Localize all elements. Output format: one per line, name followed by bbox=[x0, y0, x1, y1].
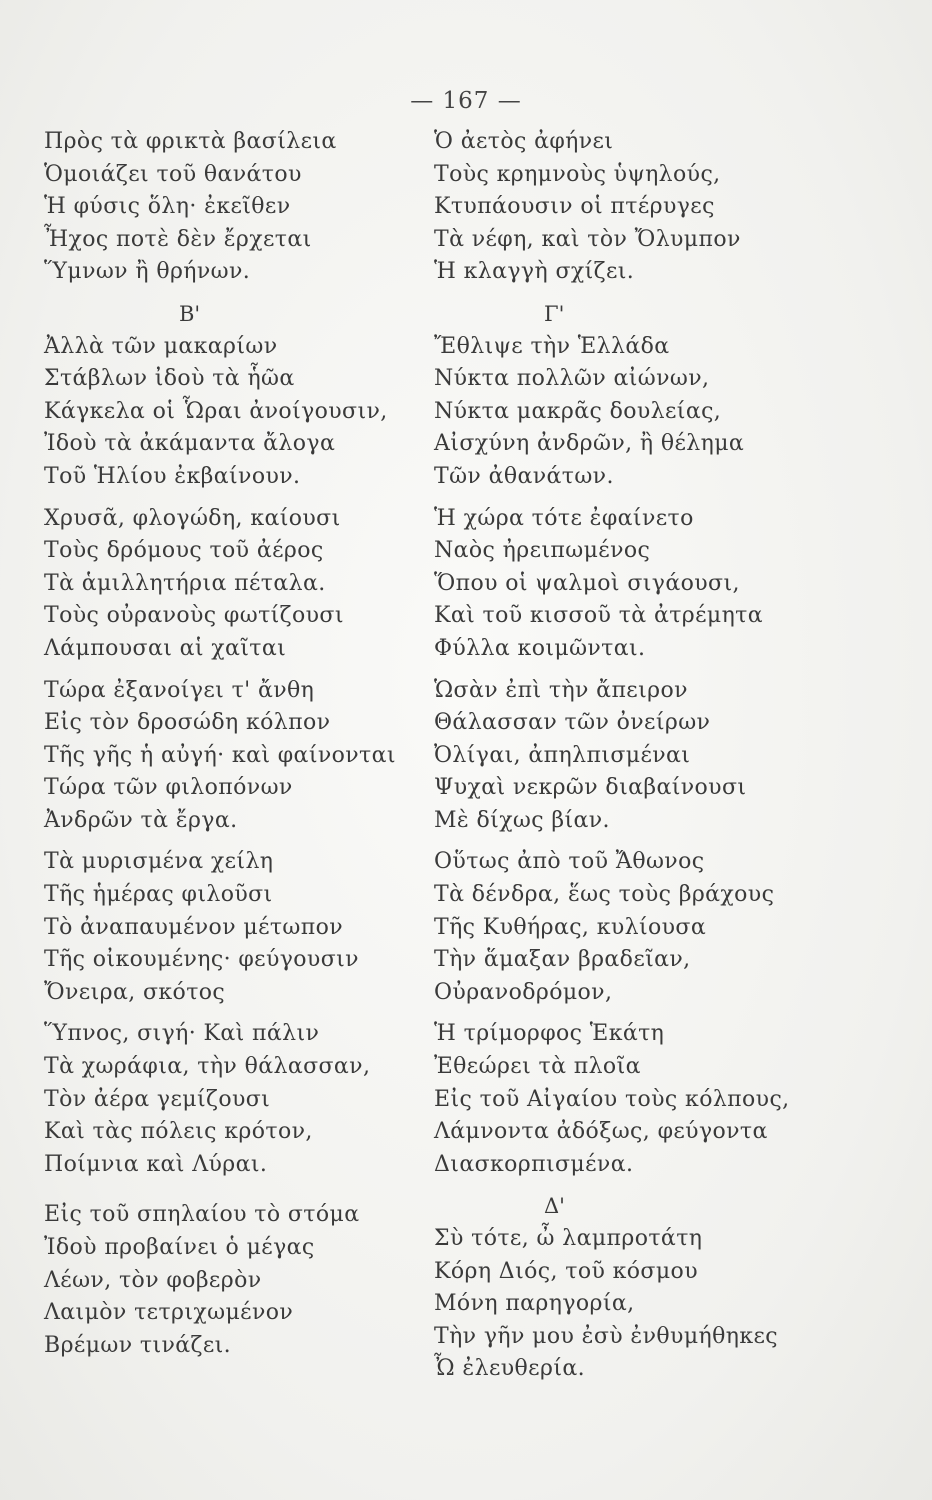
verse-line: Ὄνειρα, σκότος bbox=[44, 979, 226, 1005]
verse-line: Ἰδοὺ προβαίνει ὁ μέγας bbox=[44, 1235, 315, 1260]
verse-line: Ἰδοὺ τὰ ἀκάμαντα ἄλογα bbox=[44, 431, 336, 457]
verse-line: Τῆς ἡμέρας φιλοῦσι bbox=[44, 882, 273, 908]
verse-line: Ὕμνων ἢ θρήνων. bbox=[44, 259, 251, 285]
stanza bbox=[434, 1190, 854, 1386]
verse-line: Ὀλίγαι, ἀπηλπισμέναι bbox=[434, 742, 691, 768]
verse-line: Φύλλα κοιμῶνται. bbox=[434, 635, 646, 661]
verse-line: Πρὸς τὰ φρικτὰ βασίλεια bbox=[44, 129, 337, 154]
verse-line: Νύκτα μακρᾶς δουλείας, bbox=[434, 398, 722, 424]
verse-line: Διασκορπισμένα. bbox=[434, 1151, 634, 1177]
stanza bbox=[44, 126, 464, 289]
verse-line: Οὐρανοδρόμον, bbox=[434, 979, 613, 1005]
verse-line: Ἡ κλαγγὴ σχίζει. bbox=[434, 259, 635, 285]
verse-line: Τῆς οἰκουμένης· φεύγουσιν bbox=[44, 947, 359, 973]
verse-line: Τῆς γῆς ἡ αὐγή· καὶ φαίνονται bbox=[44, 742, 396, 768]
verse-line: Ὕπνος, σιγή· Καὶ πάλιν bbox=[44, 1021, 320, 1047]
verse-line: Οὕτως ἀπὸ τοῦ Ἄθωνος bbox=[434, 849, 705, 875]
section-numeral: Γ' bbox=[544, 301, 565, 326]
verse-line: Εἰς τοῦ Αἰγαίου τοὺς κόλπους, bbox=[434, 1086, 790, 1112]
verse-line: Ἔθλιψε τὴν Ἑλλάδα bbox=[434, 333, 670, 359]
verse-line: Λαιμὸν τετριχωμένον bbox=[44, 1300, 294, 1326]
verse-line: Κόρη Διός, τοῦ κόσμου bbox=[434, 1258, 698, 1284]
stanza bbox=[44, 1199, 464, 1362]
verse-line: Αἰσχύνη ἀνδρῶν, ἢ θέλημα bbox=[434, 431, 745, 457]
verse-line: Καὶ τὰς πόλεις κρότον, bbox=[44, 1119, 313, 1145]
verse-line: Στάβλων ἰδοὺ τὰ ἧῶα bbox=[44, 366, 295, 392]
verse-line: Σὺ τότε, ὦ λαμπροτάτη bbox=[434, 1226, 703, 1251]
verse-line: Τὰ ἁμιλλητήρια πέταλα. bbox=[44, 570, 326, 596]
stanza bbox=[434, 675, 854, 838]
verse-line: Ἀλλὰ τῶν μακαρίων bbox=[44, 333, 278, 359]
verse-line: Ποίμνια καὶ Λύραι. bbox=[44, 1151, 268, 1177]
stanza bbox=[44, 675, 464, 838]
verse-line: Τοῦ Ἡλίου ἐκβαίνουν. bbox=[44, 463, 301, 489]
stanza bbox=[44, 1018, 464, 1181]
verse-line: Ὦ ἐλευθερία. bbox=[434, 1356, 585, 1382]
verse-line: Τὰ μυρισμένα χείλη bbox=[44, 849, 274, 875]
verse-line: Τοὺς κρημνοὺς ὑψηλούς, bbox=[434, 161, 721, 187]
verse-line: Λάμπουσαι αἱ χαῖται bbox=[44, 635, 287, 661]
verse-line: Ἡ χώρα τότε ἐφαίνετο bbox=[434, 505, 694, 531]
verse-line: Καὶ τοῦ κισσοῦ τὰ ἀτρέμητα bbox=[434, 603, 764, 629]
left-column bbox=[44, 126, 464, 1371]
verse-line: Τὰ δένδρα, ἕως τοὺς βράχους bbox=[434, 882, 775, 908]
verse-line: Εἰς τοῦ σπηλαίου τὸ στόμα bbox=[44, 1202, 360, 1228]
verse-line: Τὴν γῆν μου ἐσὺ ἐνθυμήθηκες bbox=[434, 1323, 778, 1349]
stanza bbox=[434, 1018, 854, 1181]
verse-line: Τὸν ἀέρα γεμίζουσι bbox=[44, 1086, 271, 1112]
stanza bbox=[44, 846, 464, 1009]
verse-line: Τὰ νέφη, καὶ τὸν Ὄλυμπον bbox=[434, 226, 741, 252]
verse-line: Τὴν ἅμαξαν βραδεῖαν, bbox=[434, 947, 691, 973]
verse-line: Τῆς Κυθήρας, κυλίουσα bbox=[434, 914, 707, 940]
verse-line: Ἦχος ποτὲ δὲν ἔρχεται bbox=[44, 226, 312, 252]
verse-line: Ὅπου οἱ ψαλμοὶ σιγάουσι, bbox=[434, 570, 740, 596]
verse-line: Τώρα ἐξανοίγει τ' ἄνθη bbox=[44, 677, 315, 703]
verse-line: Μὲ δίχως βίαν. bbox=[434, 807, 610, 833]
stanza bbox=[44, 503, 464, 666]
right-column bbox=[434, 126, 854, 1395]
verse-line: Ἡ τρίμορφος Ἑκάτη bbox=[434, 1021, 665, 1047]
verse-line: Ναὸς ἠρειπωμένος bbox=[434, 538, 651, 564]
verse-line: Τώρα τῶν φιλοπόνων bbox=[44, 775, 293, 801]
verse-line: Ὡσὰν ἐπὶ τὴν ἄπειρον bbox=[434, 677, 688, 703]
verse-line: Ὁμοιάζει τοῦ θανάτου bbox=[44, 161, 302, 187]
verse-line: Μόνη παρηγορία, bbox=[434, 1291, 635, 1317]
verse-line: Λάμνοντα ἀδόξως, φεύγοντα bbox=[434, 1119, 768, 1145]
verse-line: Εἰς τὸν δροσώδη κόλπον bbox=[44, 710, 331, 736]
stanza bbox=[434, 126, 854, 289]
stanza bbox=[434, 298, 854, 494]
verse-line: Θάλασσαν τῶν ὀνείρων bbox=[434, 710, 711, 736]
verse-line: Τὰ χωράφια, τὴν θάλασσαν, bbox=[44, 1054, 371, 1080]
verse-line: Τὸ ἀναπαυμένον μέτωπον bbox=[44, 914, 344, 940]
section-numeral: Β' bbox=[179, 301, 201, 326]
verse-line: Βρέμων τινάζει. bbox=[44, 1332, 232, 1358]
verse-line: Τῶν ἀθανάτων. bbox=[434, 463, 614, 489]
stanza bbox=[434, 503, 854, 666]
verse-line: Νύκτα πολλῶν αἰώνων, bbox=[434, 366, 710, 392]
verse-line: Τοὺς δρόμους τοῦ ἀέρος bbox=[44, 538, 324, 564]
verse-line: Τοὺς οὐρανοὺς φωτίζουσι bbox=[44, 603, 344, 629]
verse-line: Χρυσᾶ, φλογώδη, καίουσι bbox=[44, 505, 341, 531]
verse-line: Ἐθεώρει τὰ πλοῖα bbox=[434, 1054, 641, 1080]
verse-line: Ψυχαὶ νεκρῶν διαβαίνουσι bbox=[434, 775, 747, 801]
verse-line: Λέων, τὸν φοβερὸν bbox=[44, 1267, 262, 1293]
verse-line: Κάγκελα οἱ Ὧραι ἀνοίγουσιν, bbox=[44, 398, 388, 424]
verse-line: Κτυπάουσιν οἱ πτέρυγες bbox=[434, 194, 715, 220]
verse-line: Ἀνδρῶν τὰ ἔργα. bbox=[44, 807, 238, 833]
verse-line: Ὁ ἀετὸς ἀφήνει bbox=[434, 129, 614, 154]
page-number: — 167 — bbox=[410, 88, 522, 114]
stanza bbox=[434, 846, 854, 1009]
section-numeral: Δ' bbox=[544, 1194, 565, 1219]
stanza bbox=[44, 298, 464, 494]
verse-line: Ἡ φύσις ὅλη· ἐκεῖθεν bbox=[44, 194, 291, 220]
